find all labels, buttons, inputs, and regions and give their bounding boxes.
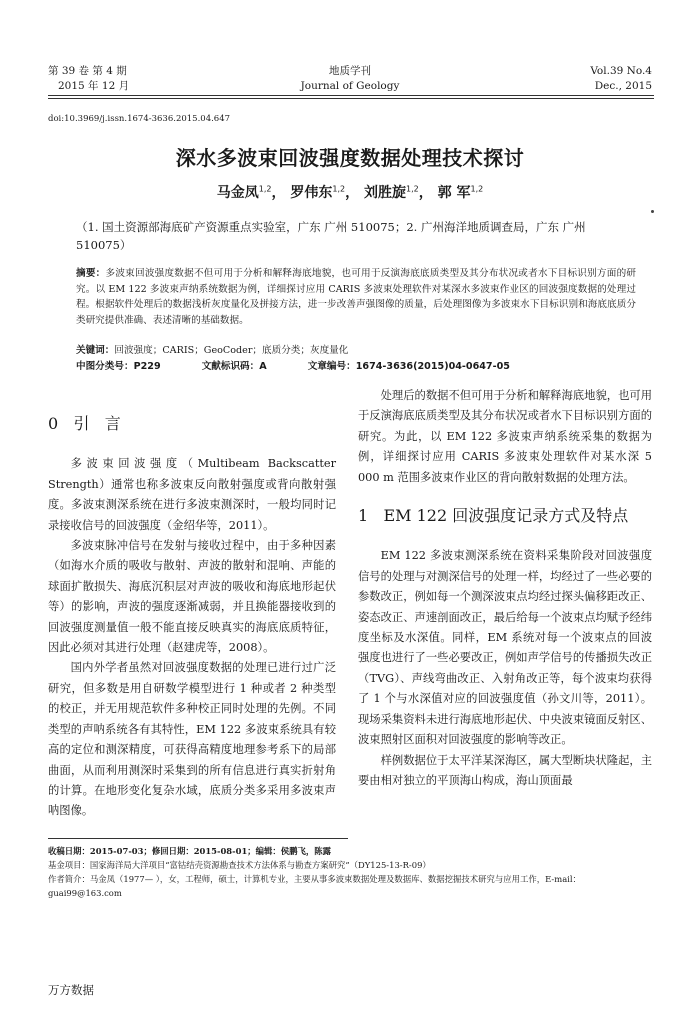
abstract-text: 多波束回波强度数据不但可用于分析和解释海底地貌，也可用于反演海底底质类型及其分布状况或者水下目标识别方面的研究。以 EM 122 多波束声纳系统数据为例，详细探讨应用 CARIS 多波束处理软件对某深水多波束作业区的回波强度数据的处理过程。根据软件处理后的数据浅析灰度量化及拼接方法，进一步改善声强图像的质量，后处理图像为多波束水下目标识别和海底底质分类研究提供准确、表述清晰的基础数据。: [76, 268, 637, 326]
section-heading-intro: 0 引 言: [48, 414, 121, 433]
author-list: [0, 182, 700, 202]
author: 刘胜旋$^{1,2}$，: [364, 184, 433, 201]
author: 马金凤$^{1,2}$，: [216, 184, 286, 201]
paragraph: 处理后的数据不但可用于分析和解释海底地貌，也可用于反演海底底质类型及其分布状况或者水下目标识别方面的研究。为此，以 EM 122 多波束声纳系统采集的数据为例，详细探讨应用 CARIS 多波束处理软件对某水深 5 000 m 范围多波束作业区的背向散射数据的处理方法。: [358, 389, 652, 484]
paragraph: 国内外学者虽然对回波强度数据的处理已进行过广泛研究，但多数是用自研数学模型进行 1 种或者 2 种类型的校正，并无用规范软件多种校正同时处理的先例。不同类型的声呐系统各有其特性，EM 122 多波束系统具有较高的定位和测深精度，可获得高精度地理参考系下的局部曲面，从而利用测深时采集到的所有信息进行真实折射角的计算。在地形变化复杂水域，底质分类多采用多波束声呐图像。: [48, 661, 336, 818]
header-rule: [48, 95, 654, 96]
affiliation: （1. 国土资源部海底矿产资源重点实验室，广东 广州 510075；2. 广州海洋地质调查局，广东 广州 510075）: [76, 220, 586, 252]
article-number: 文章编号：1674-3636(2015)04-0647-05: [307, 361, 510, 372]
header-volume: 第 39 卷 第 4 期: [48, 65, 127, 77]
keywords: [76, 342, 636, 356]
paragraph: 多波束脉冲信号在发射与接收过程中，由于多种因素（如海水介质的吸收与散射、声波的散射和混响、声能的球面扩散损失、海底沉积层对声波的吸收和海底地形起伏等）的影响，声波的强度逐渐减弱，并且换能器接收到的回波强度测量值一般不能直接反映真实的海底底质特征，因此必须对其进行处理（赵建虎等，2008）。: [48, 539, 336, 655]
header-journal-cn: 地质学刊: [329, 65, 371, 77]
footnote-author: 作者简介：马金凤（1977— ），女，工程师，硕士，计算机专业，主要从事多波束数据处理及数据库、数据挖掘技术研究与应用工作，E-mail：guai99@163.com: [48, 874, 581, 898]
right-column: [358, 386, 652, 791]
clc-number: 中图分类号：P229: [76, 361, 161, 372]
paragraph: 样例数据位于太平洋某深海区，属大型断块状隆起，主要由相对独立的平顶海山构成，海山顶面最: [358, 753, 652, 787]
header-date: 2015 年 12 月: [58, 80, 130, 92]
section-heading-1: 1 EM 122 回波强度记录方式及特点: [358, 506, 629, 526]
classification-line: [76, 358, 636, 372]
footnote-rule: [48, 838, 348, 839]
keywords-text: 回波强度；CARIS；GeoCoder；底质分类；灰度量化: [114, 345, 349, 356]
footnote-received: 收稿日期：2015-07-03；修回日期：2015-08-01；编辑：侯鹏飞，陈露: [48, 846, 332, 856]
header-journal: [250, 64, 450, 94]
left-column: [48, 414, 336, 822]
header-journal-en: Journal of Geology: [300, 80, 400, 92]
header-vol-no: Vol.39 No.4: [590, 65, 652, 77]
header-issue: [48, 64, 129, 94]
footnotes: [48, 844, 652, 900]
paragraph: 多波束回波强度（Multibeam Backscatter Strength）通常也称多波束反向散射强度或背向散射强度。多波束测深系统在进行多波束测深时，一般均同时记录接收信号的回波强度（金绍华等，2011）。: [48, 457, 336, 532]
keywords-label: 关键词：: [76, 345, 115, 356]
abstract: [76, 266, 636, 328]
document-code: 文献标识码：A: [201, 361, 267, 372]
header-volume-en: [590, 64, 652, 94]
paragraph: EM 122 多波束测深系统在资料采集阶段对回波强度信号的处理与对测深信号的处理一样，均经过了一些必要的参数改正，例如每一个测深波束点均经过探头偏移距改正、姿态改正、声速剖面改正，最后给每一个波束点均赋予经纬度坐标及水深值。同样，EM 系统对每一个波束点的回波强度也进行了一些必要改正，例如声学信号的传播损失改正（TVG）、声线弯曲改正、入射角改正等，每个波束均获得了 1 个与水深值对应的回波强度值（孙文川等，2011）。现场采集资料未进行海底地形起伏、中央波束镜面反射区、波束照射区面积对回波强度的影响等改正。: [358, 549, 652, 747]
paper-title: 深水多波束回波强度数据处理技术探讨: [175, 146, 525, 170]
header-date-en: Dec., 2015: [594, 80, 652, 92]
header-rule-thin: [48, 98, 654, 99]
doi: doi:10.3969/j.issn.1674-3636.2015.04.647: [48, 114, 231, 124]
footnote-fund: 基金项目：国家海洋局大洋项目“富钴结壳资源勘查技术方法体系与勘查方案研究”（DY125-13-R-09）: [48, 860, 431, 870]
abstract-label: 摘要：: [76, 268, 106, 279]
scan-speck: [651, 210, 654, 213]
author: 郭 军$^{1,2}$: [437, 184, 484, 201]
corner-label: 万方数据: [48, 983, 94, 997]
author: 罗伟东$^{1,2}$，: [290, 184, 360, 201]
